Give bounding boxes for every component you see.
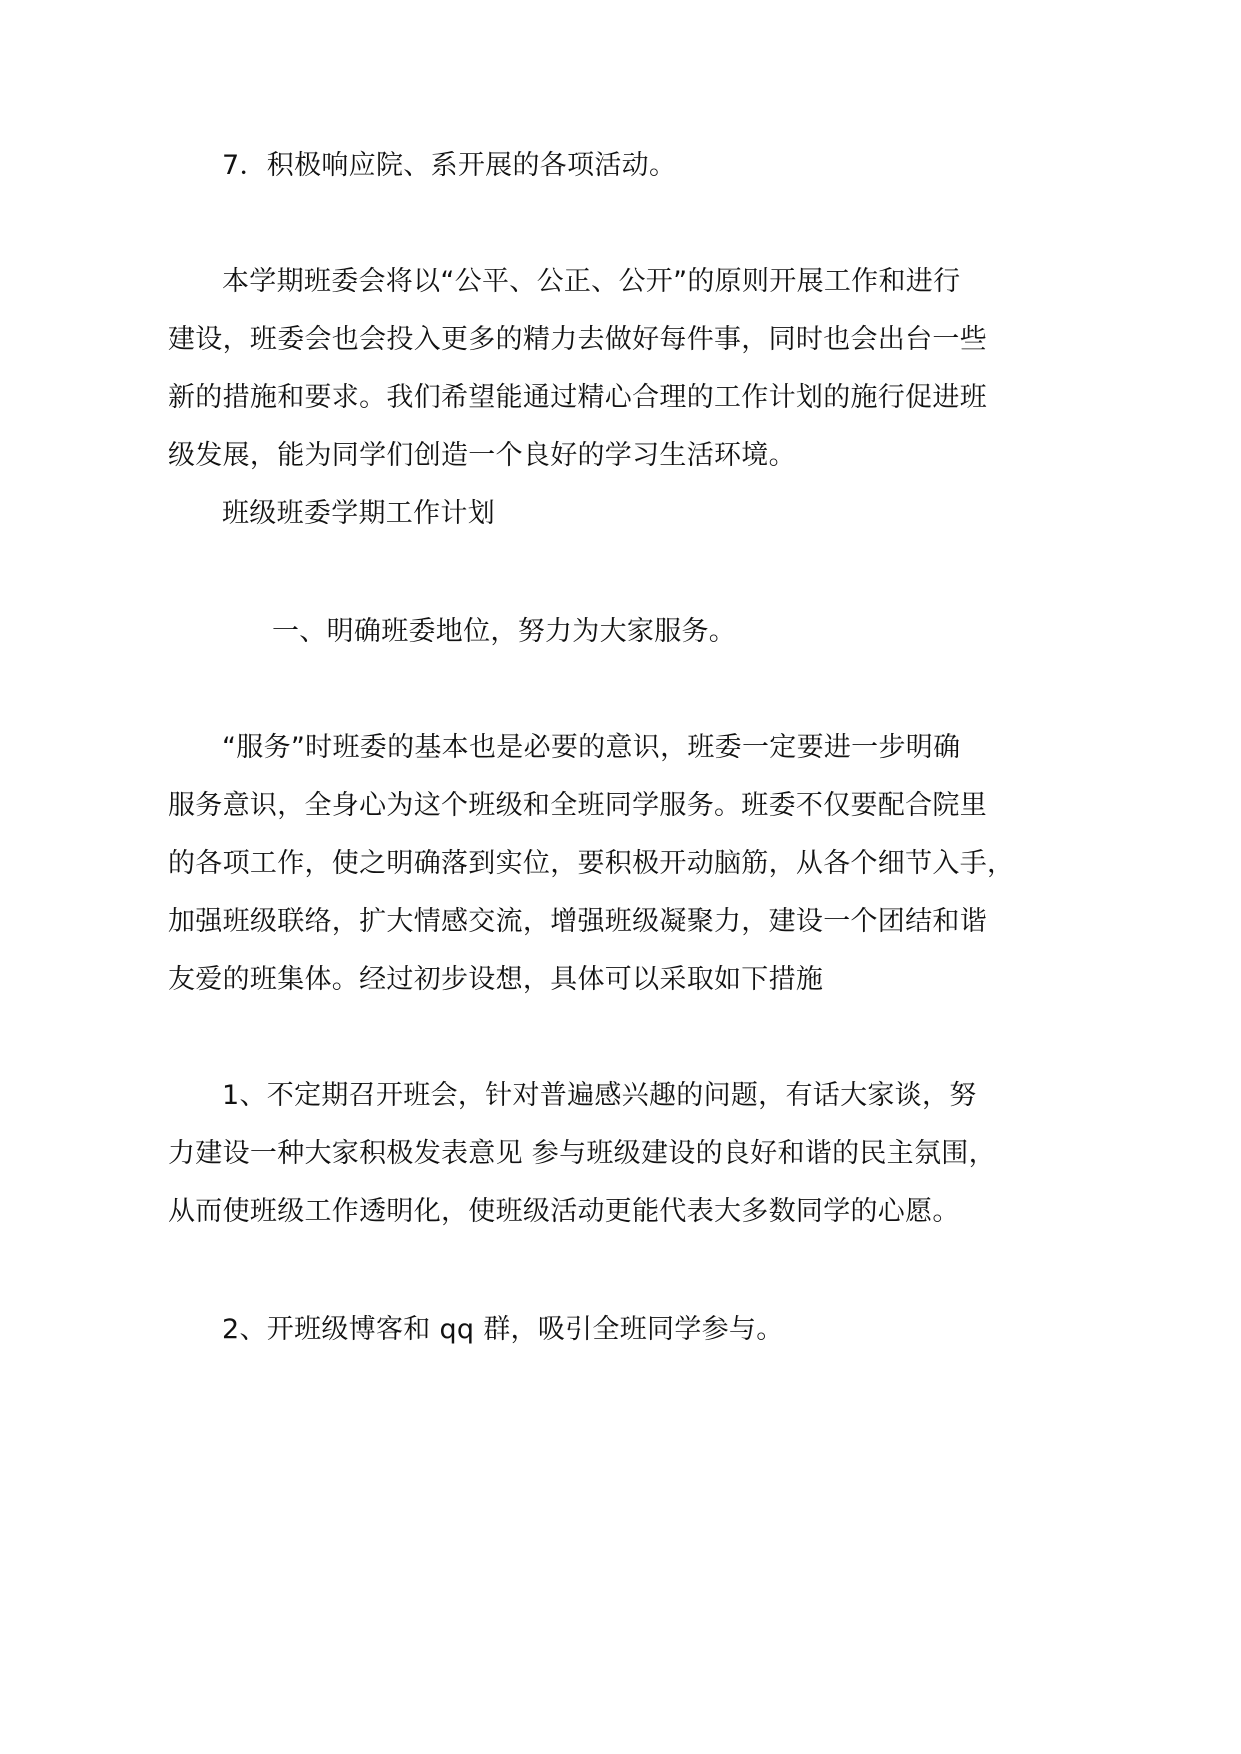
service-line-1: “服务”时班委的基本也是必要的意识，班委一定要进一步明确 bbox=[222, 732, 961, 763]
measure-1-line-3: 从而使班级工作透明化，使班级活动更能代表大多数同学的心愿。 bbox=[168, 1196, 960, 1227]
measure-1-line-1: 1、不定期召开班会，针对普遍感兴趣的问题，有话大家谈，努 bbox=[222, 1080, 977, 1111]
intro-line-4: 级发展，能为同学们创造一个良好的学习生活环境。 bbox=[168, 440, 796, 471]
item-7-text: 7．积极响应院、系开展的各项活动。 bbox=[222, 150, 677, 181]
intro-line-2: 建设，班委会也会投入更多的精力去做好每件事，同时也会出台一些 bbox=[168, 324, 987, 355]
measure-1-line-2: 力建设一种大家积极发表意见 参与班级建设的良好和谐的民主氛围， bbox=[168, 1138, 996, 1169]
measure-2-text: 2、开班级博客和 qq 群，吸引全班同学参与。 bbox=[222, 1314, 784, 1345]
service-line-3: 的各项工作，使之明确落到实位，要积极开动脑筋，从各个细节入手， bbox=[168, 848, 1015, 879]
plan-title: 班级班委学期工作计划 bbox=[222, 498, 495, 529]
intro-line-3: 新的措施和要求。我们希望能通过精心合理的工作计划的施行促进班 bbox=[168, 382, 987, 413]
service-line-5: 友爱的班集体。经过初步设想，具体可以采取如下措施 bbox=[168, 964, 824, 995]
intro-line-1: 本学期班委会将以“公平、公正、公开”的原则开展工作和进行 bbox=[222, 266, 961, 297]
service-line-4: 加强班级联络，扩大情感交流，增强班级凝聚力，建设一个团结和谐 bbox=[168, 906, 987, 937]
section-1-heading: 一、明确班委地位，努力为大家服务。 bbox=[272, 616, 737, 647]
service-line-2: 服务意识，全身心为这个班级和全班同学服务。班委不仅要配合院里 bbox=[168, 790, 987, 821]
